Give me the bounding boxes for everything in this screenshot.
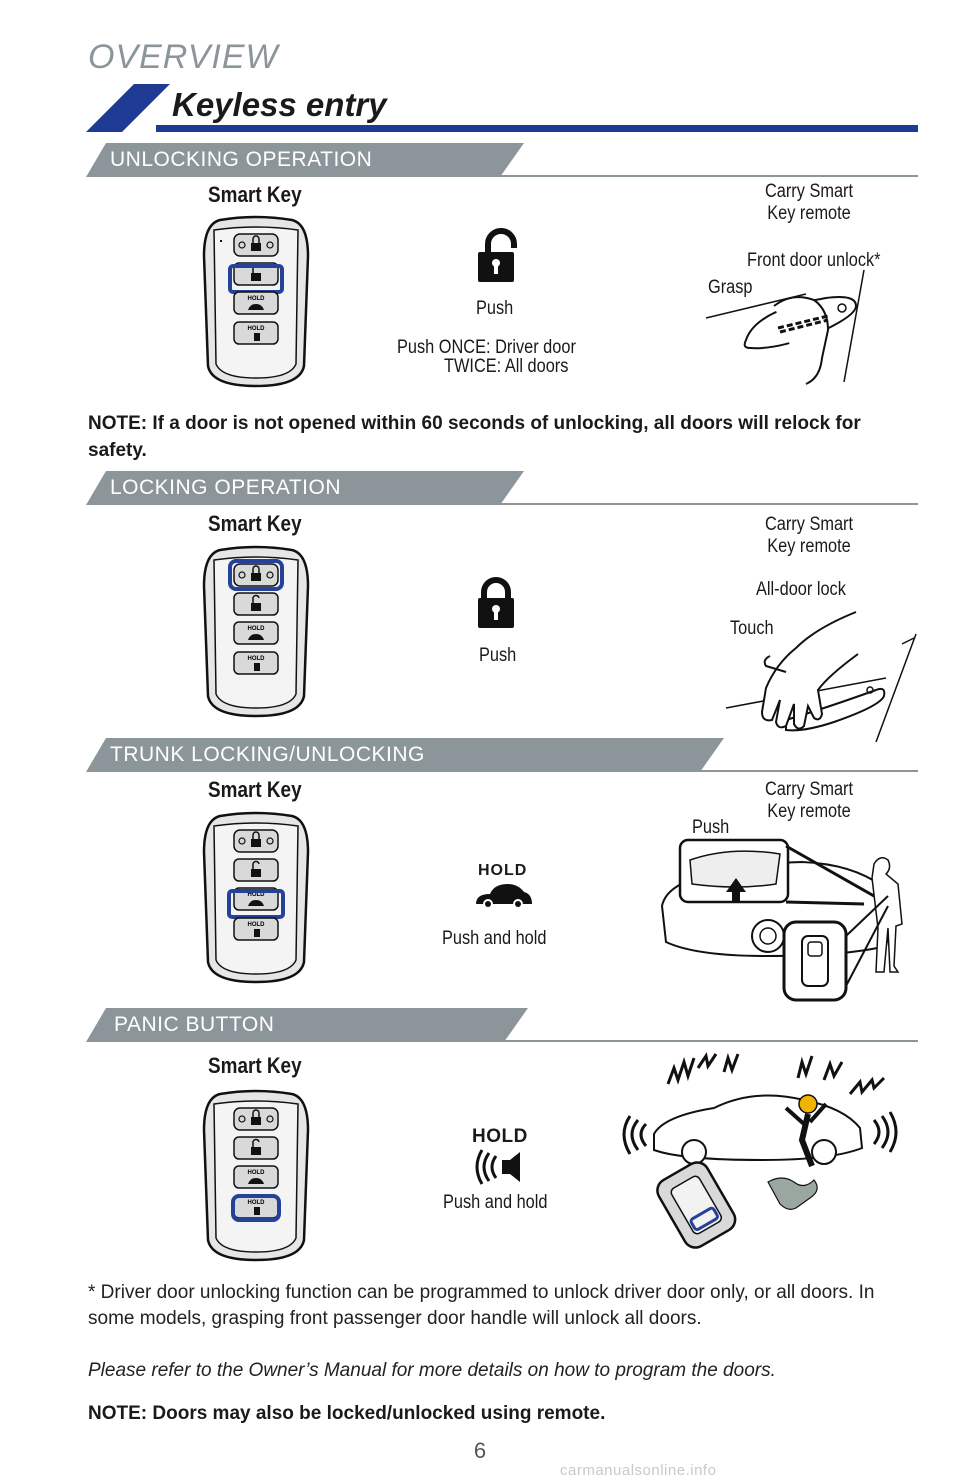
door-handle-touch-illustration bbox=[726, 604, 916, 744]
grasp-label: Grasp bbox=[708, 277, 753, 298]
carry-label-line1: Carry Smart bbox=[764, 514, 854, 535]
section-heading-locking: LOCKING OPERATION bbox=[110, 476, 341, 499]
carry-label-line2: Key remote bbox=[767, 801, 851, 822]
push-label: Push bbox=[479, 645, 517, 666]
carry-label-line2: Key remote bbox=[767, 203, 851, 224]
unlock-icon bbox=[476, 228, 518, 284]
smart-key-label: Smart Key bbox=[208, 1053, 302, 1078]
section-heading-panic: PANIC BUTTON bbox=[114, 1013, 275, 1036]
svg-text:HOLD: HOLD bbox=[247, 626, 265, 632]
overview-heading: OVERVIEW bbox=[88, 38, 279, 76]
svg-text:HOLD: HOLD bbox=[247, 922, 265, 928]
push-and-hold-label: Push and hold bbox=[443, 1192, 548, 1213]
push-label: Push bbox=[476, 298, 514, 319]
trunk-push-label: Push bbox=[692, 817, 730, 838]
push-detail-twice: TWICE: All doors bbox=[444, 356, 569, 377]
all-door-lock-label: All-door lock bbox=[756, 579, 846, 600]
panic-icon bbox=[480, 1150, 522, 1184]
note-remote: NOTE: Doors may also be locked/unlocked using remote. bbox=[88, 1403, 606, 1424]
section-heading-trunk: TRUNK LOCKING/UNLOCKING bbox=[110, 743, 425, 766]
smart-key-label: Smart Key bbox=[208, 511, 302, 536]
carry-label-line2: Key remote bbox=[767, 536, 851, 557]
front-door-unlock-label: Front door unlock* bbox=[747, 250, 881, 271]
svg-text:HOLD: HOLD bbox=[247, 892, 265, 898]
smart-key-fob-icon bbox=[200, 1090, 312, 1262]
page-title: Keyless entry bbox=[172, 86, 387, 123]
trunk-icon bbox=[474, 880, 534, 910]
carry-label-line1: Carry Smart bbox=[764, 181, 854, 202]
hold-label: HOLD bbox=[478, 862, 528, 879]
panic-alarm-illustration bbox=[628, 1054, 898, 1244]
smart-key-label: Smart Key bbox=[208, 182, 302, 207]
svg-text:HOLD: HOLD bbox=[247, 296, 265, 302]
smart-key-fob-icon bbox=[200, 216, 312, 388]
svg-text:HOLD: HOLD bbox=[247, 1200, 265, 1206]
carry-label-line1: Carry Smart bbox=[764, 779, 854, 800]
svg-text:HOLD: HOLD bbox=[247, 326, 265, 332]
footnote-owners-manual: Please refer to the Owner’s Manual for more details on how to program the doors. bbox=[88, 1360, 776, 1381]
svg-text:HOLD: HOLD bbox=[247, 656, 265, 662]
note-relock: NOTE: If a door is not opened within 60 seconds of unlocking, all doors will relock for safety. bbox=[88, 413, 861, 461]
push-detail-once: Push ONCE: Driver door bbox=[397, 337, 576, 358]
touch-label: Touch bbox=[730, 618, 774, 639]
push-and-hold-label: Push and hold bbox=[442, 928, 547, 949]
hold-label: HOLD bbox=[472, 1126, 528, 1147]
smart-key-fob-icon bbox=[200, 812, 312, 984]
footnote-driver-door: * Driver door unlocking function can be programmed to unlock driver door only, or all doors. In some models, grasping front passenger door handle will unlock all doors. bbox=[88, 1282, 875, 1329]
page-number: 6 bbox=[473, 1438, 487, 1463]
svg-text:HOLD: HOLD bbox=[247, 1170, 265, 1176]
watermark: carmanualsonline.info bbox=[560, 1462, 717, 1479]
smart-key-fob-icon bbox=[200, 546, 312, 718]
lock-icon bbox=[476, 574, 518, 630]
door-handle-grasp-illustration bbox=[706, 270, 876, 385]
smart-key-label: Smart Key bbox=[208, 777, 302, 802]
section-heading-unlocking: UNLOCKING OPERATION bbox=[110, 148, 373, 171]
trunk-open-illustration bbox=[656, 836, 912, 1002]
